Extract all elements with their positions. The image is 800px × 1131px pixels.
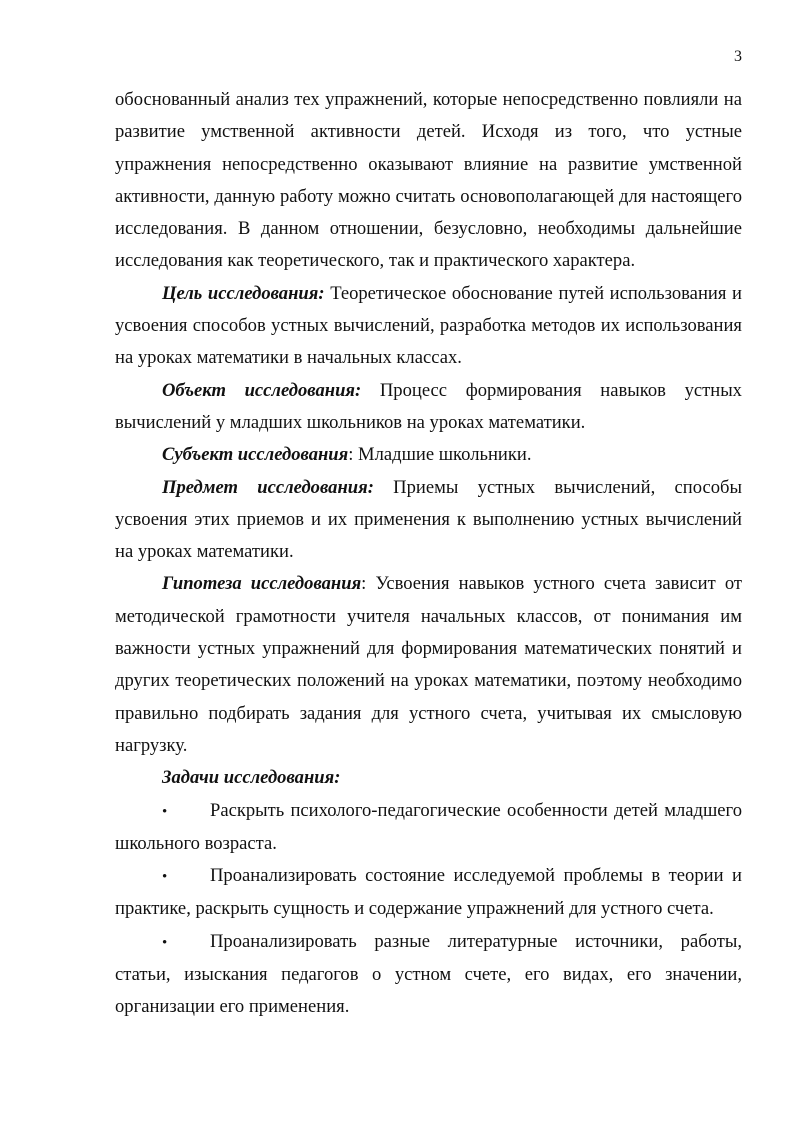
subject-term: Субъект исследования — [162, 444, 349, 466]
task-item — [115, 926, 742, 1024]
task-item — [115, 860, 742, 926]
bullet-icon: • — [162, 869, 168, 886]
goal-text: Теоретическое обоснование путей использования и усвоения способов устных вычислений, разработка методов их использования на уроках математики в начальных классах. — [115, 282, 742, 369]
hypothesis-paragraph — [115, 568, 742, 762]
topic-paragraph — [115, 472, 742, 569]
subject-text: : Младшие школьники. — [348, 444, 532, 466]
goal-term: Цель исследования: — [162, 282, 325, 304]
bullet-icon: • — [162, 934, 168, 951]
hypothesis-text: : Усвоения навыков устного счета зависит от методической грамотности учителя начальных классов, от понимания им важности устных упражнений для формирования математических понятий и других теоретических положений на уроках математики, поэтому необходимо правильно подбирать задания для устного счета, учитывая их смысловую нагрузку. — [115, 573, 743, 756]
task-text: Проанализировать разные литературные источники, работы, статьи, изыскания педагогов о устном счете, его видах, его значении, организации его применения. — [115, 930, 742, 1018]
goal-paragraph — [115, 278, 742, 375]
hypothesis-term: Гипотеза исследования — [162, 573, 362, 595]
subject-paragraph — [115, 439, 742, 471]
tasks-heading: Задачи исследования: — [162, 767, 341, 789]
object-paragraph — [115, 375, 742, 440]
task-text: Проанализировать состояние исследуемой проблемы в теории и практике, раскрыть сущность и содержание упражнений для устного счета. — [115, 865, 742, 920]
task-text: Раскрыть психолого-педагогические особенности детей младшего школьного возраста. — [115, 799, 742, 854]
document-body — [115, 84, 742, 1024]
topic-term: Предмет исследования: — [162, 476, 374, 498]
intro-paragraph: обоснованный анализ тех упражнений, которые непосредственно повлияли на развитие умственной активности детей. Исходя из того, что устные упражнения непосредственно оказывают влияние на развитие умственной активности, данную работу можно считать основополагающей для настоящего исследования. В данном отношении, безусловно, необходимы дальнейшие исследования как теоретического, так и практического характера. — [115, 89, 742, 272]
topic-text: Приемы устных вычислений, способы усвоения этих приемов и их применения к выполнению устных вычислений на уроках математики. — [115, 476, 742, 563]
object-term: Объект исследования: — [162, 379, 362, 401]
bullet-icon: • — [162, 803, 168, 820]
page-number: 3 — [734, 48, 742, 65]
task-item — [115, 795, 742, 861]
object-text: Процесс формирования навыков устных вычислений у младших школьников на уроках математики. — [115, 379, 742, 433]
tasks-heading-paragraph — [115, 762, 742, 794]
